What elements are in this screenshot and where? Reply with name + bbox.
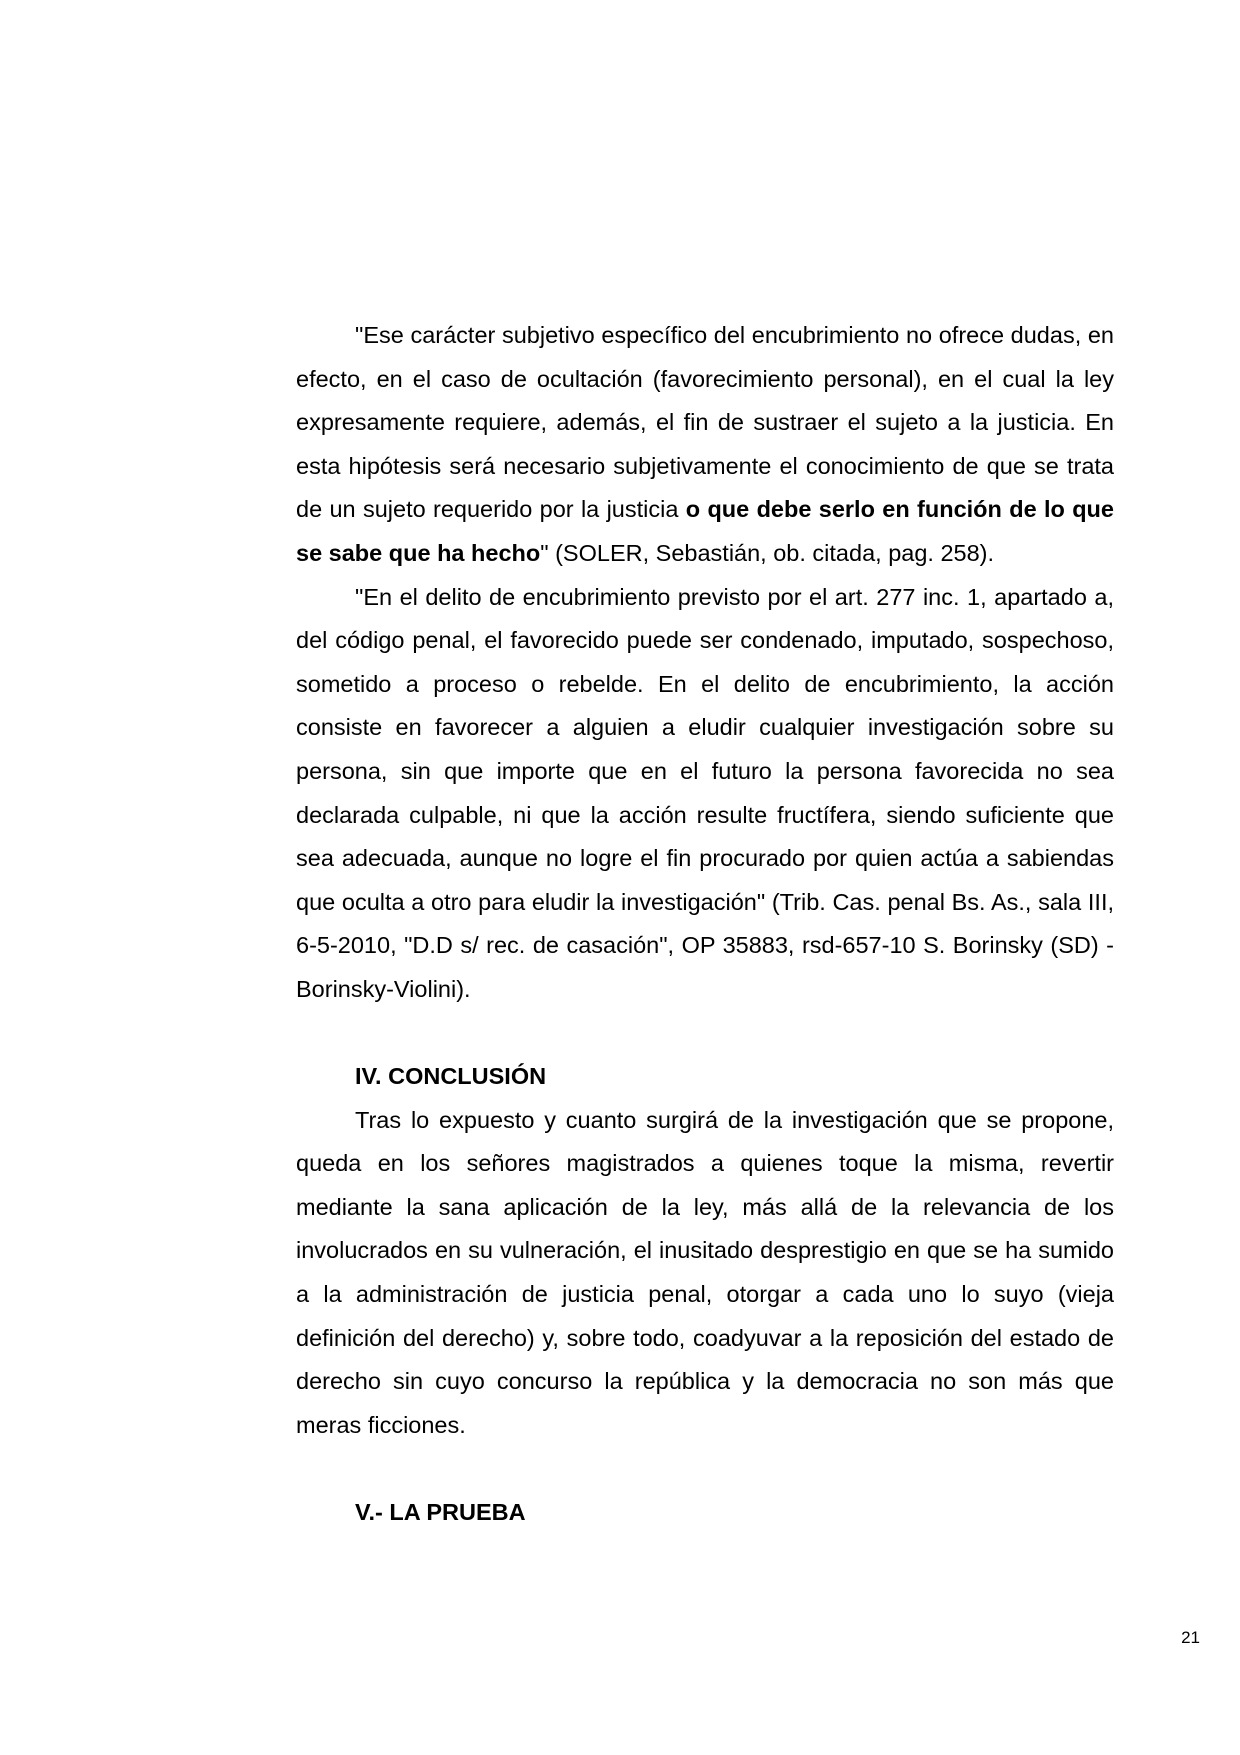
quote-citation: " (SOLER, Sebastián, ob. citada, pag. 258). — [540, 539, 995, 566]
document-body — [296, 314, 1114, 1535]
quote-paragraph-tribunal: "En el delito de encubrimiento previsto por el art. 277 inc. 1, apartado a, del código penal, el favorecido puede ser condenado, imputado, sospechoso, sometido a proceso o rebelde. En el delito de encubrimiento, la acción consiste en favorecer a alguien a eludir cualquier investigación sobre su persona, sin que importe que en el futuro la persona favorecida no sea declarada culpable, ni que la acción resulte fructífera, siendo suficiente que sea adecuada, aunque no logre el fin procurado por quien actúa a sabiendas que oculta a otro para eludir la investigación" (Trib. Cas. penal Bs. As., sala III, 6-5-2010, "D.D s/ rec. de casación", OP 35883, rsd-657-10 S. Borinsky (SD) -Borinsky-Violini). — [296, 583, 1114, 1002]
section-heading-prueba: V.- LA PRUEBA — [355, 1499, 526, 1526]
quote-paragraph-soler — [296, 314, 1114, 576]
quote-text: "Ese carácter subjetivo específico del encubrimiento no ofrece dudas, en efecto, en el caso de ocultación (favorecimiento personal), en el cual la ley expresamente requiere, además, el fin de sustraer el sujeto a la justicia. En esta hipótesis será necesario subjetivamente el conocimiento de que se trata de un sujeto requerido por la justicia — [296, 322, 1114, 523]
page-number: 21 — [1181, 1628, 1200, 1647]
section-heading-conclusion: IV. CONCLUSIÓN — [355, 1063, 547, 1090]
conclusion-paragraph: Tras lo expuesto y cuanto surgirá de la investigación que se propone, queda en los señores magistrados a quienes toque la misma, revertir mediante la sana aplicación de la ley, más allá de la relevancia de los involucrados en su vulneración, el inusitado desprestigio en que se ha sumido a la administración de justicia penal, otorgar a cada uno lo suyo (vieja definición del derecho) y, sobre todo, coadyuvar a la reposición del estado de derecho sin cuyo concurso la república y la democracia no son más que meras ficciones. — [296, 1106, 1114, 1438]
quote-emphasis: o que debe serlo en función de lo que se sabe que ha hecho — [296, 496, 1114, 566]
